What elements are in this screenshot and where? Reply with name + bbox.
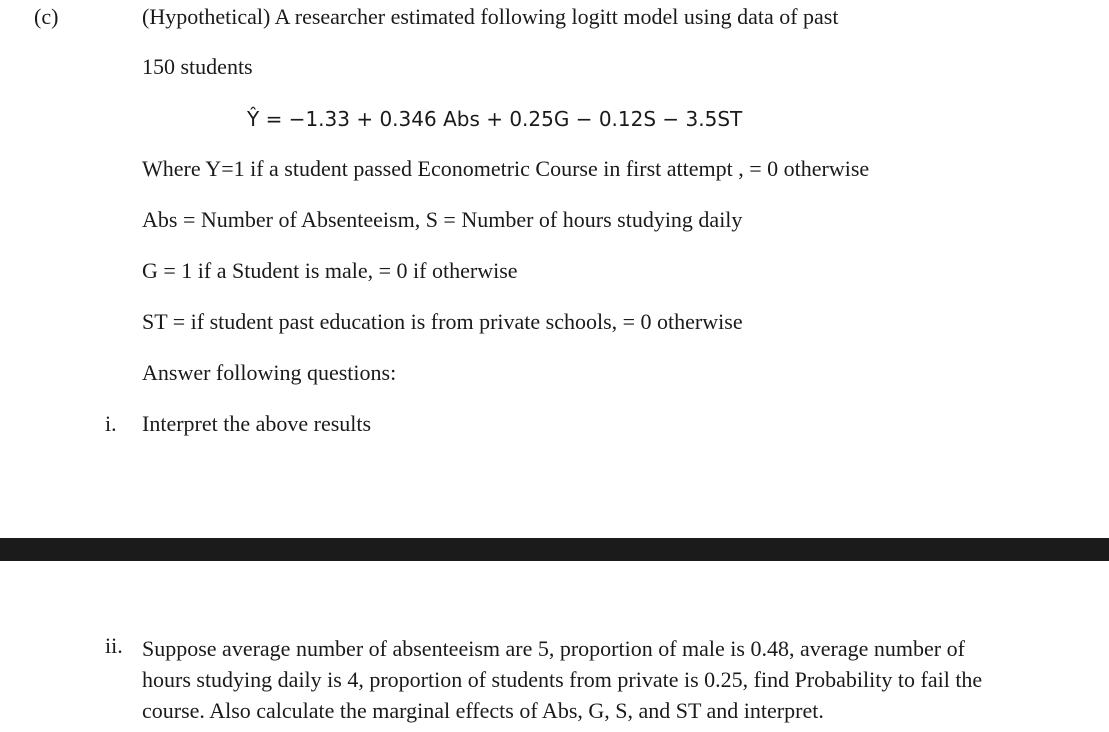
part-ii-text — [142, 633, 1062, 726]
part-i-marker: i. — [105, 411, 117, 436]
definition-abs-s: Abs = Number of Absenteeism, S = Number of hours studying daily — [142, 207, 743, 232]
black-divider-bar — [0, 538, 1109, 561]
definition-st: ST = if student past education is from private schools, = 0 otherwise — [142, 309, 743, 334]
intro-line-2: 150 students — [142, 54, 253, 79]
part-ii-line-3: course. Also calculate the marginal effects of Abs, G, S, and ST and interpret. — [142, 698, 824, 723]
definition-g: G = 1 if a Student is male, = 0 if otherwise — [142, 258, 518, 283]
part-ii-line-2: hours studying daily is 4, proportion of students from private is 0.25, find Probability to fail the — [142, 667, 983, 692]
part-ii-line-1: Suppose average number of absenteeism are 5, proportion of male is 0.48, average number of — [142, 636, 965, 661]
logit-equation: Ŷ = −1.33 + 0.346 Abs + 0.25G − 0.12S − 3.5ST — [247, 107, 743, 131]
part-i-text: Interpret the above results — [142, 411, 372, 436]
instruction-text: Answer following questions: — [142, 360, 397, 385]
intro-line-1: (Hypothetical) A researcher estimated following logitt model using data of past — [142, 4, 839, 29]
definition-y: Where Y=1 if a student passed Econometric Course in first attempt , = 0 otherwise — [142, 156, 870, 181]
question-label: (c) — [34, 4, 59, 29]
part-ii-marker: ii. — [105, 633, 123, 658]
